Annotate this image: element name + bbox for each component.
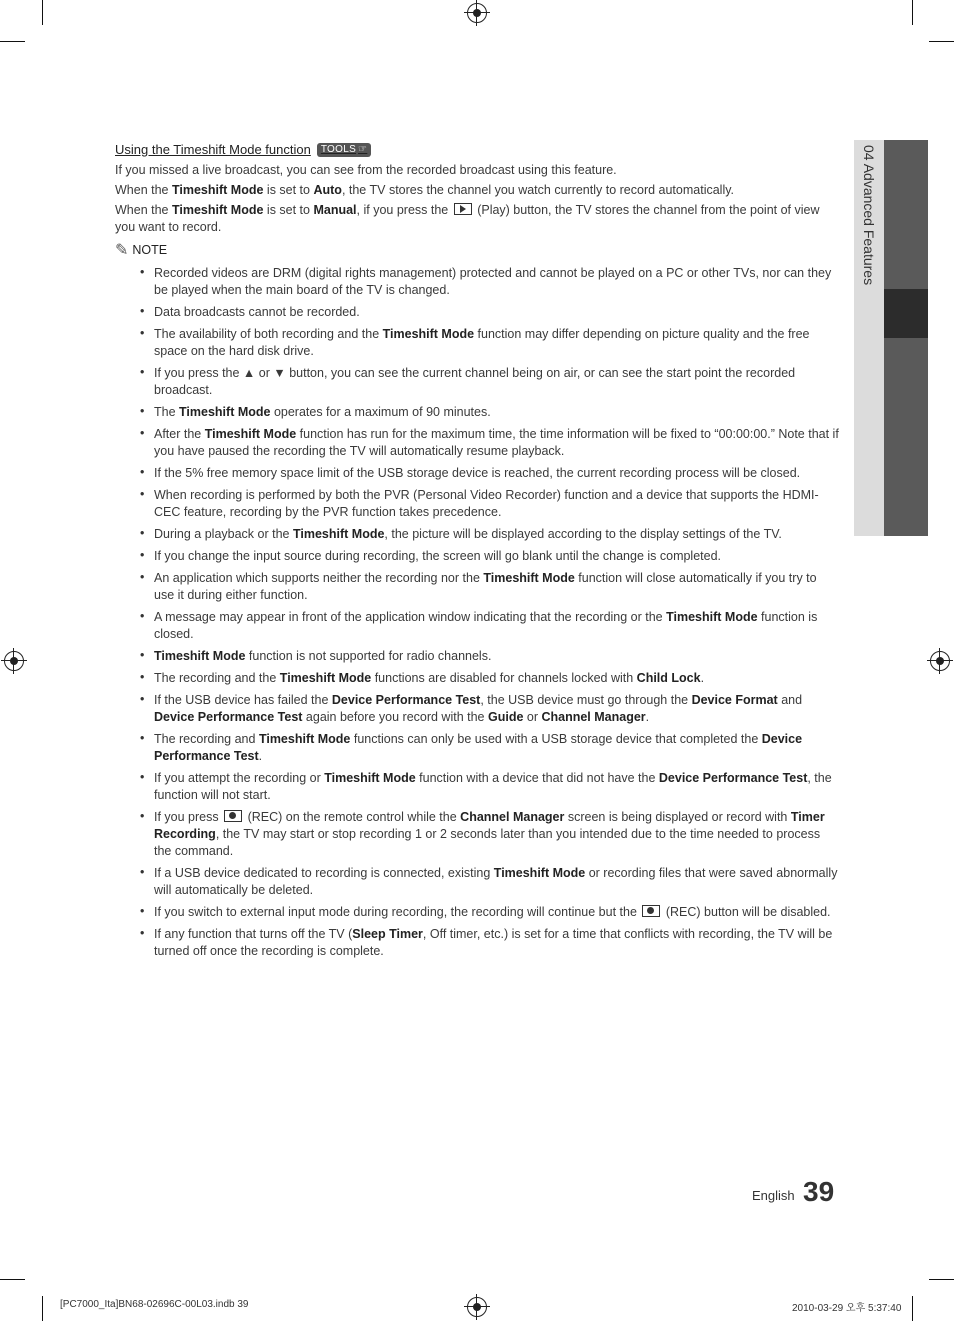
note-header: [115, 242, 840, 259]
note-label: NOTE: [132, 243, 168, 257]
list-item: • If the 5% free memory space limit of the USB storage device is reached, the current recording process will be closed.: [115, 465, 840, 482]
list-item: • An application which supports neither the recording nor the Timeshift Mode function will close automatically if you try to use it during either function.: [115, 570, 840, 604]
rec-button-icon: [224, 810, 242, 822]
intro-line: When the Timeshift Mode is set to Manual, if you press the (Play) button, the TV stores the channel from the point of view you want to record.: [115, 203, 820, 234]
tools-badge: TOOLS ☞: [317, 143, 371, 157]
list-item: • A message may appear in front of the application window indicating that the recording or the Timeshift Mode function is closed.: [115, 609, 840, 643]
play-button-icon: [454, 203, 472, 215]
list-item: • Data broadcasts cannot be recorded.: [115, 304, 840, 321]
chapter-label: 04 Advanced Features: [861, 145, 877, 286]
list-item: • The recording and Timeshift Mode functions can only be used with a USB storage device that completed the Device Performance Test.: [115, 731, 840, 765]
registration-mark-icon: [467, 3, 487, 23]
intro-line: When the Timeshift Mode is set to Auto, the TV stores the channel you watch currently to record automatically.: [115, 183, 735, 197]
crop-mark: [912, 0, 913, 25]
crop-mark: [0, 1279, 25, 1280]
print-slug-date: 2010-03-29 오후 5:37:40: [792, 1303, 902, 1314]
print-slug-file: [PC7000_Ita]BN68-02696C-00L03.indb 39: [60, 1299, 249, 1310]
list-item: • Timeshift Mode function is not supported for radio channels.: [115, 648, 840, 665]
registration-mark-icon: [930, 651, 950, 671]
list-item: • After the Timeshift Mode function has run for the maximum time, the time information will be fixed to “00:00:00.” Note that if you have paused the recording the TV will automatically resume playback.: [115, 426, 840, 460]
list-item: • If you switch to external input mode during recording, the recording will continue but the (REC) button will be disabled.: [115, 904, 840, 921]
note-list: [115, 265, 840, 960]
chapter-tab-active: [884, 289, 928, 338]
list-item: • During a playback or the Timeshift Mode, the picture will be displayed according to the display settings of the TV.: [115, 526, 840, 543]
crop-mark: [0, 41, 25, 42]
list-item: • If a USB device dedicated to recording is connected, existing Timeshift Mode or recording files that were saved abnormally will automatically be deleted.: [115, 865, 840, 899]
list-item: • If you press the ▲ or ▼ button, you can see the current channel being on air, or can see the start point the recorded broadcast.: [115, 365, 840, 399]
list-item: • When recording is performed by both the PVR (Personal Video Recorder) function and a device that supports the HDMI-CEC feature, recording by the PVR function takes precedence.: [115, 487, 840, 521]
list-item: • If you change the input source during recording, the screen will go blank until the change is completed.: [115, 548, 840, 565]
section-heading: [115, 141, 840, 158]
crop-mark: [929, 41, 954, 42]
list-item: • If you attempt the recording or Timeshift Mode function with a device that did not have the Device Performance Test, the function will not start.: [115, 770, 840, 804]
pencil-icon: ✎: [115, 242, 129, 259]
list-item: • If the USB device has failed the Device Performance Test, the USB device must go through the Device Format and Device Performance Test again before you record with the Guide or Channel Manager.: [115, 692, 840, 726]
section-title: Using the Timeshift Mode function: [115, 142, 311, 157]
list-item: • If any function that turns off the TV (Sleep Timer, Off timer, etc.) is set for a time that conflicts with recording, the TV will be turned off once the recording is complete.: [115, 926, 840, 960]
intro-line: If you missed a live broadcast, you can see from the recorded broadcast using this feature.: [115, 163, 617, 177]
crop-mark: [929, 1279, 954, 1280]
registration-mark-icon: [467, 1297, 487, 1317]
list-item: • Recorded videos are DRM (digital rights management) protected and cannot be played on a PC or other TVs, nor can they be played when the main board of the TV is changed.: [115, 265, 840, 299]
crop-mark: [912, 1296, 913, 1321]
registration-mark-icon: [4, 651, 24, 671]
main-content: [115, 141, 840, 965]
crop-mark: [42, 0, 43, 25]
crop-mark: [42, 1296, 43, 1321]
rec-button-icon: [642, 905, 660, 917]
list-item: • If you press (REC) on the remote control while the Channel Manager screen is being displayed or record with Timer Recording, the TV may start or stop recording 1 or 2 seconds later than you intended due to the time needed to process the command.: [115, 809, 840, 860]
hand-icon: ☞: [358, 144, 368, 155]
page-number: 39: [803, 1176, 835, 1207]
list-item: • The Timeshift Mode operates for a maximum of 90 minutes.: [115, 404, 840, 421]
list-item: • The recording and the Timeshift Mode functions are disabled for channels locked with Child Lock.: [115, 670, 840, 687]
list-item: • The availability of both recording and the Timeshift Mode function may differ depending on picture quality and the free space on the hard disk drive.: [115, 326, 840, 360]
footer-language: English: [752, 1188, 795, 1203]
chapter-tab-dark: [884, 140, 928, 536]
